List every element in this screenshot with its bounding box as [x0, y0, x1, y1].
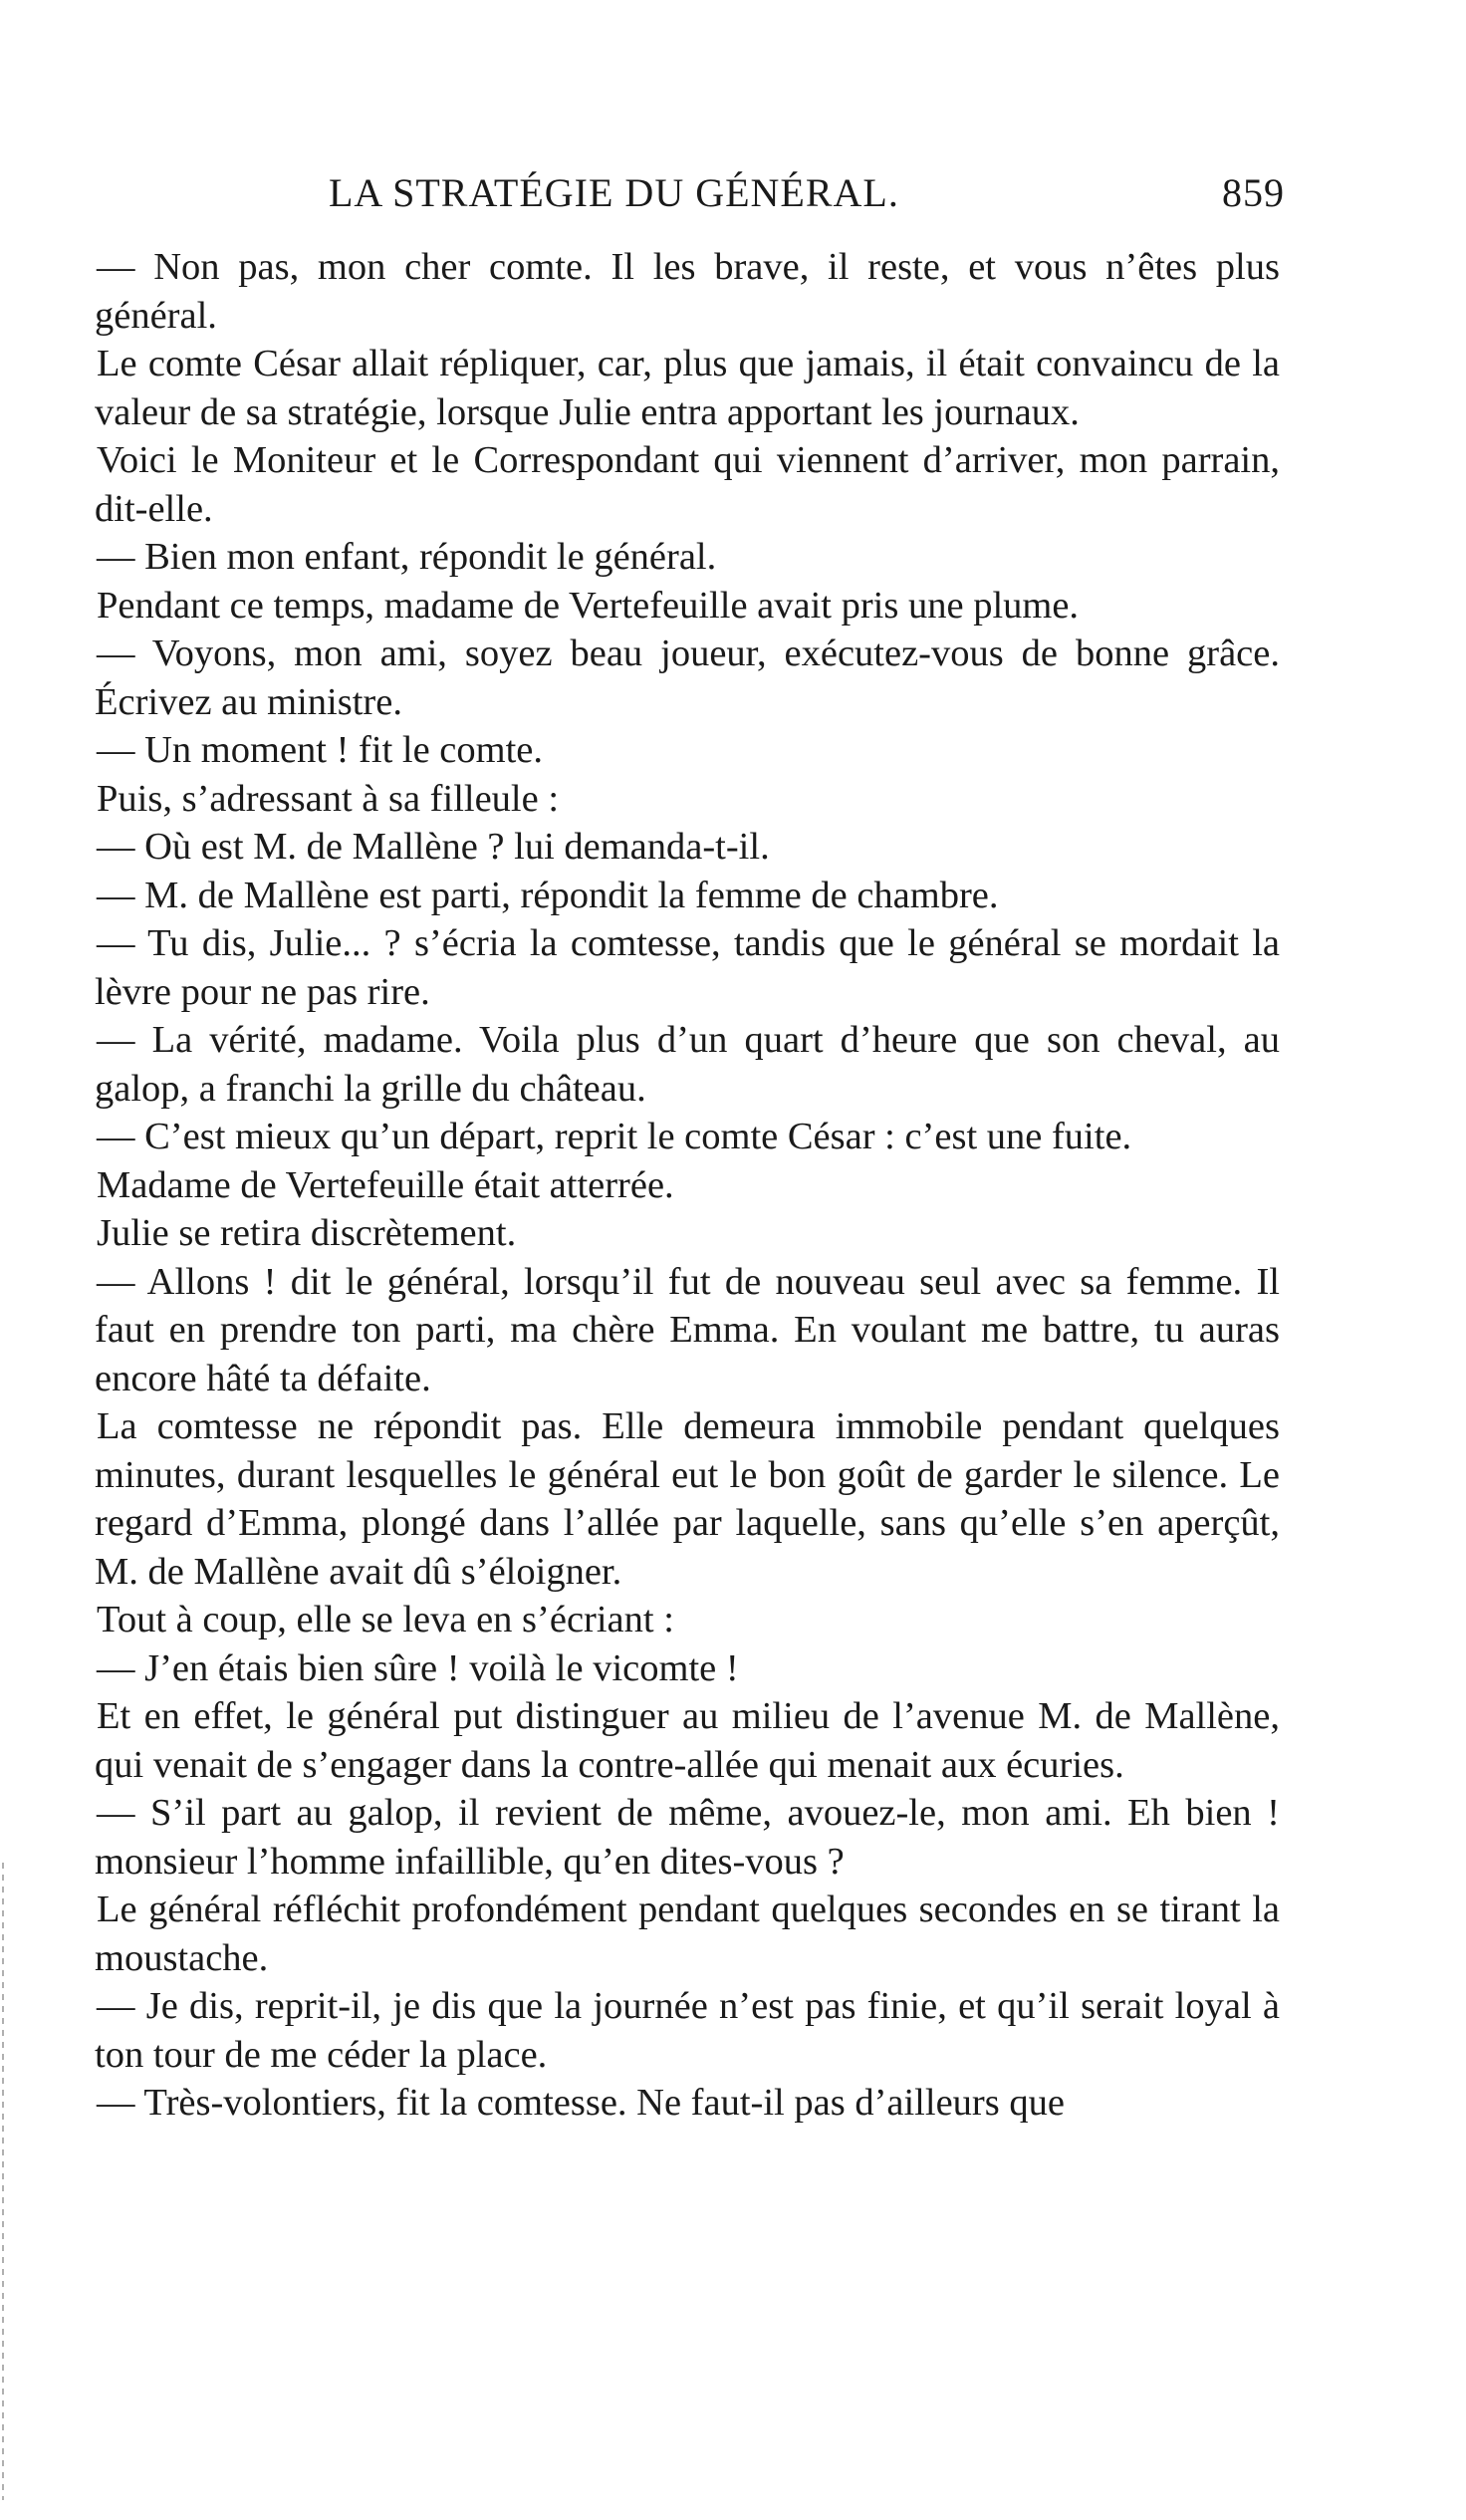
paragraph: — C’est mieux qu’un départ, reprit le comte César : c’est une fuite.	[97, 1116, 1132, 1157]
paragraph: — Tu dis, Julie... ? s’écria la comtesse, tandis que le général se mordait la lèvre pour ne pas rire.	[95, 922, 1280, 1013]
running-title: LA STRATÉGIE DU GÉNÉRAL.	[329, 170, 899, 215]
paragraph: — J’en étais bien sûre ! voilà le vicomte !	[97, 1646, 739, 1689]
paragraph: Pendant ce temps, madame de Vertefeuille avait pris une plume.	[97, 584, 1080, 627]
paragraph: Le général réfléchit profondément pendant quelques secondes en se tirant la moustache.	[95, 1889, 1280, 1979]
paragraph: Et en effet, le général put distinguer au milieu de l’avenue M. de Mallène, qui venait de s’engager dans la contre-allée qui menait aux écuries.	[95, 1695, 1280, 1786]
paragraph: Voici le Moniteur et le Correspondant qui viennent d’arriver, mon parrain, dit-elle.	[95, 439, 1280, 530]
paragraph: — Je dis, reprit-il, je dis que la journée n’est pas finie, et qu’il serait loyal à ton tour de me céder la place.	[95, 1985, 1280, 2076]
paragraph: — Très-volontiers, fit la comtesse. Ne faut-il pas d’ailleurs que	[97, 2082, 1065, 2124]
paragraph: Tout à coup, elle se leva en s’écriant :	[97, 1599, 674, 1640]
paragraph: — Non pas, mon cher comte. Il les brave, il reste, et vous n’êtes plus général.	[95, 246, 1280, 337]
paragraph: — S’il part au galop, il revient de même, avouez-le, mon ami. Eh bien ! monsieur l’homme infaillible, qu’en dites-vous ?	[95, 1792, 1280, 1883]
paragraph: — Voyons, mon ami, soyez beau joueur, exécutez-vous de bonne grâce. Écrivez au ministre.	[95, 632, 1280, 723]
book-page	[95, 169, 1285, 2128]
paragraph: — Un moment ! fit le comte.	[97, 729, 543, 771]
paragraph: Julie se retira discrètement.	[97, 1212, 517, 1254]
paragraph: Le comte César allait répliquer, car, plus que jamais, il était convaincu de la valeur de sa stratégie, lorsque Julie entra apportant les journaux.	[95, 343, 1280, 433]
paragraph: Puis, s’adressant à sa filleule :	[97, 777, 560, 820]
paragraph: — Bien mon enfant, répondit le général.	[97, 536, 717, 578]
binding-edge	[2, 1863, 4, 2500]
paragraph: — M. de Mallène est parti, répondit la femme de chambre.	[97, 874, 999, 916]
paragraph: — Allons ! dit le général, lorsqu’il fut de nouveau seul avec sa femme. Il faut en prendre ton parti, ma chère Emma. En voulant me battre, tu auras encore hâté ta défaite.	[95, 1260, 1280, 1399]
running-head	[95, 169, 1285, 229]
body-text	[95, 243, 1280, 2128]
paragraph: La comtesse ne répondit pas. Elle demeura immobile pendant quelques minutes, durant lesquelles le général eut le bon goût de garder le silence. Le regard d’Emma, plongé dans l’allée par laquelle, sans qu’elle s’en aperçût, M. de Mallène avait dû s’éloigner.	[95, 1405, 1280, 1593]
page-number: 859	[1222, 170, 1285, 215]
paragraph: — Où est M. de Mallène ? lui demanda-t-il.	[97, 826, 770, 868]
paragraph: — La vérité, madame. Voila plus d’un quart d’heure que son cheval, au galop, a franchi la grille du château.	[95, 1019, 1280, 1110]
paragraph: Madame de Vertefeuille était atterrée.	[97, 1163, 674, 1206]
